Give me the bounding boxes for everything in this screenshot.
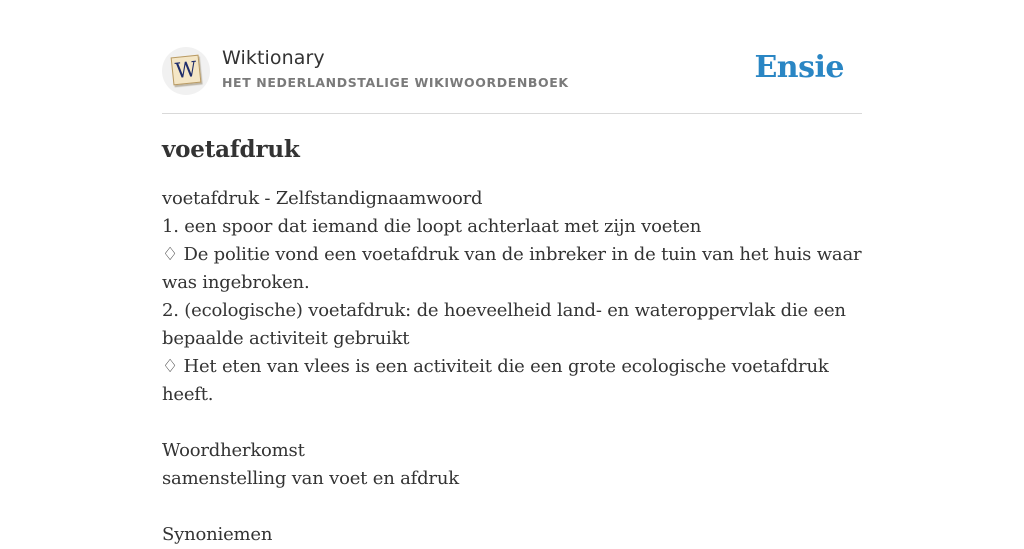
site-header <box>162 46 862 114</box>
entry-title: voetafdruk <box>162 136 300 163</box>
entry-definition <box>162 185 862 549</box>
wiktionary-logo-icon[interactable] <box>162 47 210 95</box>
spacer <box>162 409 862 437</box>
entry-line: 2. (ecologische) voetafdruk: de hoeveelheid land- en wateroppervlak die een bepaalde activiteit gebruikt <box>162 300 846 349</box>
ensie-brand-link[interactable]: Ensie <box>754 50 844 85</box>
spacer <box>162 493 862 521</box>
entry-line: ♢ Het eten van vlees is een activiteit die een grote ecologische voetafdruk heeft. <box>162 356 829 405</box>
entry-line: voetafdruk - Zelfstandignaamwoord <box>162 188 483 209</box>
entry-line: 1. een spoor dat iemand die loopt achterlaat met zijn voeten <box>162 216 702 237</box>
synonyms-heading: Synoniemen <box>162 524 273 545</box>
site-subtitle: HET NEDERLANDSTALIGE WIKIWOORDENBOEK <box>222 75 569 90</box>
entry-line: ♢ De politie vond een voetafdruk van de inbreker in de tuin van het huis waar was ingebroken. <box>162 244 862 293</box>
logo-letter: W <box>174 56 198 84</box>
logo-tile <box>171 55 202 86</box>
page <box>162 0 862 549</box>
etymology-heading: Woordherkomst <box>162 440 305 461</box>
etymology-text: samenstelling van voet en afdruk <box>162 468 459 489</box>
site-title[interactable]: Wiktionary <box>222 47 325 69</box>
